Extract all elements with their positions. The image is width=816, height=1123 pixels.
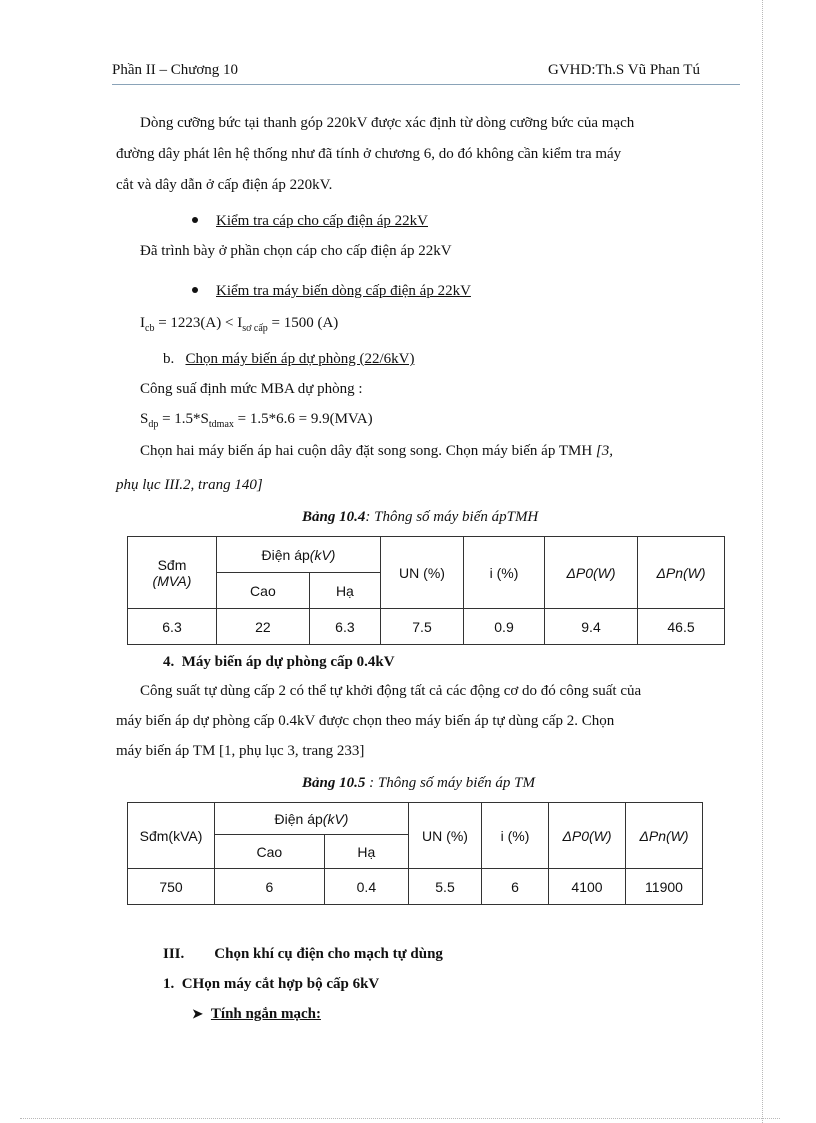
para5-line1: Công suất tự dùng cấp 2 có thể tự khởi động tất cả các động cơ do đó công suất của [140, 683, 642, 699]
formula1-a: I [140, 315, 145, 331]
bullet-item-2 [192, 283, 471, 300]
para1-line3: cắt và dây dẫn ở cấp điện áp 220kV. [116, 177, 333, 193]
table-cell: 11900 [626, 869, 703, 905]
table-cell: 46.5 [638, 609, 725, 645]
formula2-a-sub: dp [148, 419, 159, 430]
table-cell: 6 [215, 869, 325, 905]
section-III [163, 946, 443, 963]
para4-line1 [140, 443, 613, 460]
th-sdm-kva: Sđm(kVA) [128, 803, 215, 869]
formula-current [140, 315, 338, 334]
formula1-a-sub: cb [145, 323, 155, 334]
page-border-bottom [20, 1118, 780, 1119]
arrow-bullet-icon: ➤ [192, 1006, 203, 1021]
section-1-title: CHọn máy cắt hợp bộ cấp 6kV [181, 976, 380, 992]
para5-line2: máy biến áp dự phòng cấp 0.4kV được chọn theo máy biến áp tự dùng cấp 2. Chọn [116, 713, 615, 729]
para3: Công suấ định mức MBA dự phòng : [140, 381, 363, 397]
table2-caption [302, 775, 535, 792]
table-cell: 5.5 [409, 869, 482, 905]
bullet-1-text: Kiểm tra cáp cho cấp điện áp 22kV [216, 213, 428, 229]
th-sdm-unit: (MVA) [152, 572, 192, 589]
table-cell: 750 [128, 869, 215, 905]
table-cell: 22 [217, 609, 310, 645]
para4-line2: phụ lục III.2, trang 140] [116, 477, 263, 493]
formula1-b-sub: sơ cấp [242, 323, 268, 334]
formula2-b-sub: tdmax [208, 419, 234, 430]
th-i-2: i (%) [482, 803, 549, 869]
section-b-num: b. [163, 351, 175, 367]
table-cell: 6.3 [128, 609, 217, 645]
para5-line3: máy biến áp TM [1, phụ lục 3, trang 233] [116, 743, 365, 759]
table2-caption-text: : Thông số máy biến áp TM [365, 775, 535, 791]
th-dienap-2 [215, 803, 409, 835]
th-p0: ΔP0(W) [545, 537, 638, 609]
formula1-c: = 1500 (A) [267, 315, 339, 331]
para2: Đã trình bày ở phần chọn cáp cho cấp điện áp 22kV [140, 243, 452, 259]
bullet-item-1 [192, 213, 428, 230]
formula2-a: S [140, 411, 149, 427]
table-cell: 6.3 [309, 609, 380, 645]
table-cell: 6 [482, 869, 549, 905]
table-cell: 0.4 [324, 869, 408, 905]
table-cell: 7.5 [381, 609, 464, 645]
bullet-icon [192, 287, 198, 293]
th-dienap-label: Điện áp [261, 546, 310, 563]
th-dienap [217, 537, 381, 573]
th-cao-2: Cao [215, 835, 325, 869]
para4-text: Chọn hai máy biến áp hai cuộn dây đặt song song. Chọn máy biến áp TMH [140, 443, 596, 459]
section-4 [163, 654, 395, 671]
table-cell: 4100 [549, 869, 626, 905]
th-ha-2: Hạ [324, 835, 408, 869]
th-pn-2: ΔPn(W) [626, 803, 703, 869]
table2-caption-label: Bảng 10.5 [302, 775, 366, 791]
header-right: GVHD:Th.S Vũ Phan Tú [548, 62, 700, 78]
formula-power [140, 411, 373, 430]
table1-caption-text: : Thông số máy biến ápTMH [365, 509, 539, 525]
table-cell: 0.9 [464, 609, 545, 645]
formula2-c: = 1.5*6.6 = 9.9(MVA) [233, 411, 373, 427]
th-dienap-unit: (kV) [309, 546, 336, 563]
page-border-right [762, 0, 763, 1123]
section-1 [163, 976, 379, 993]
th-dienap-2-unit: (kV) [322, 810, 349, 827]
subsection-title: Tính ngắn mạch: [210, 1006, 321, 1022]
formula1-b: = 1223(A) < I [154, 315, 243, 331]
table1-caption-label: Bảng 10.4 [302, 509, 366, 525]
th-cao: Cao [217, 573, 310, 609]
section-III-title: Chọn khí cụ điện cho mạch tự dùng [214, 946, 443, 962]
th-sdm [128, 537, 217, 609]
th-dienap-2-label: Điện áp [274, 810, 323, 827]
table-cell: 9.4 [545, 609, 638, 645]
section-b [163, 351, 414, 368]
formula2-b: = 1.5*S [158, 411, 209, 427]
bullet-icon [192, 217, 198, 223]
table-transformer-tmh [127, 536, 725, 645]
table1-caption [302, 509, 538, 526]
section-III-num: III. [163, 946, 185, 962]
th-pn: ΔPn(W) [638, 537, 725, 609]
para4-ref: [3, [595, 443, 613, 459]
subsection-short-circuit [192, 1006, 321, 1023]
bullet-2-text: Kiểm tra máy biến dòng cấp điện áp 22kV [216, 283, 471, 299]
para1-line2: đường dây phát lên hệ thống như đã tính ở chương 6, do đó không cần kiểm tra máy [116, 146, 622, 162]
th-i: i (%) [464, 537, 545, 609]
para1-line1: Dòng cưỡng bức tại thanh góp 220kV được xác định từ dòng cưỡng bức của mạch [140, 115, 635, 131]
header-left: Phần II – Chương 10 [112, 62, 239, 78]
section-b-title: Chọn máy biến áp dự phòng (22/6kV) [185, 351, 415, 367]
th-un: UN (%) [381, 537, 464, 609]
section-1-num: 1. [163, 976, 175, 992]
th-p0-2: ΔP0(W) [549, 803, 626, 869]
header-rule [112, 84, 740, 85]
table-transformer-tm [127, 802, 703, 905]
th-ha: Hạ [309, 573, 380, 609]
section-4-num: 4. [163, 654, 175, 670]
th-un-2: UN (%) [409, 803, 482, 869]
section-4-title: Máy biến áp dự phòng cấp 0.4kV [181, 654, 395, 670]
th-sdm-label: Sđm [157, 556, 187, 573]
